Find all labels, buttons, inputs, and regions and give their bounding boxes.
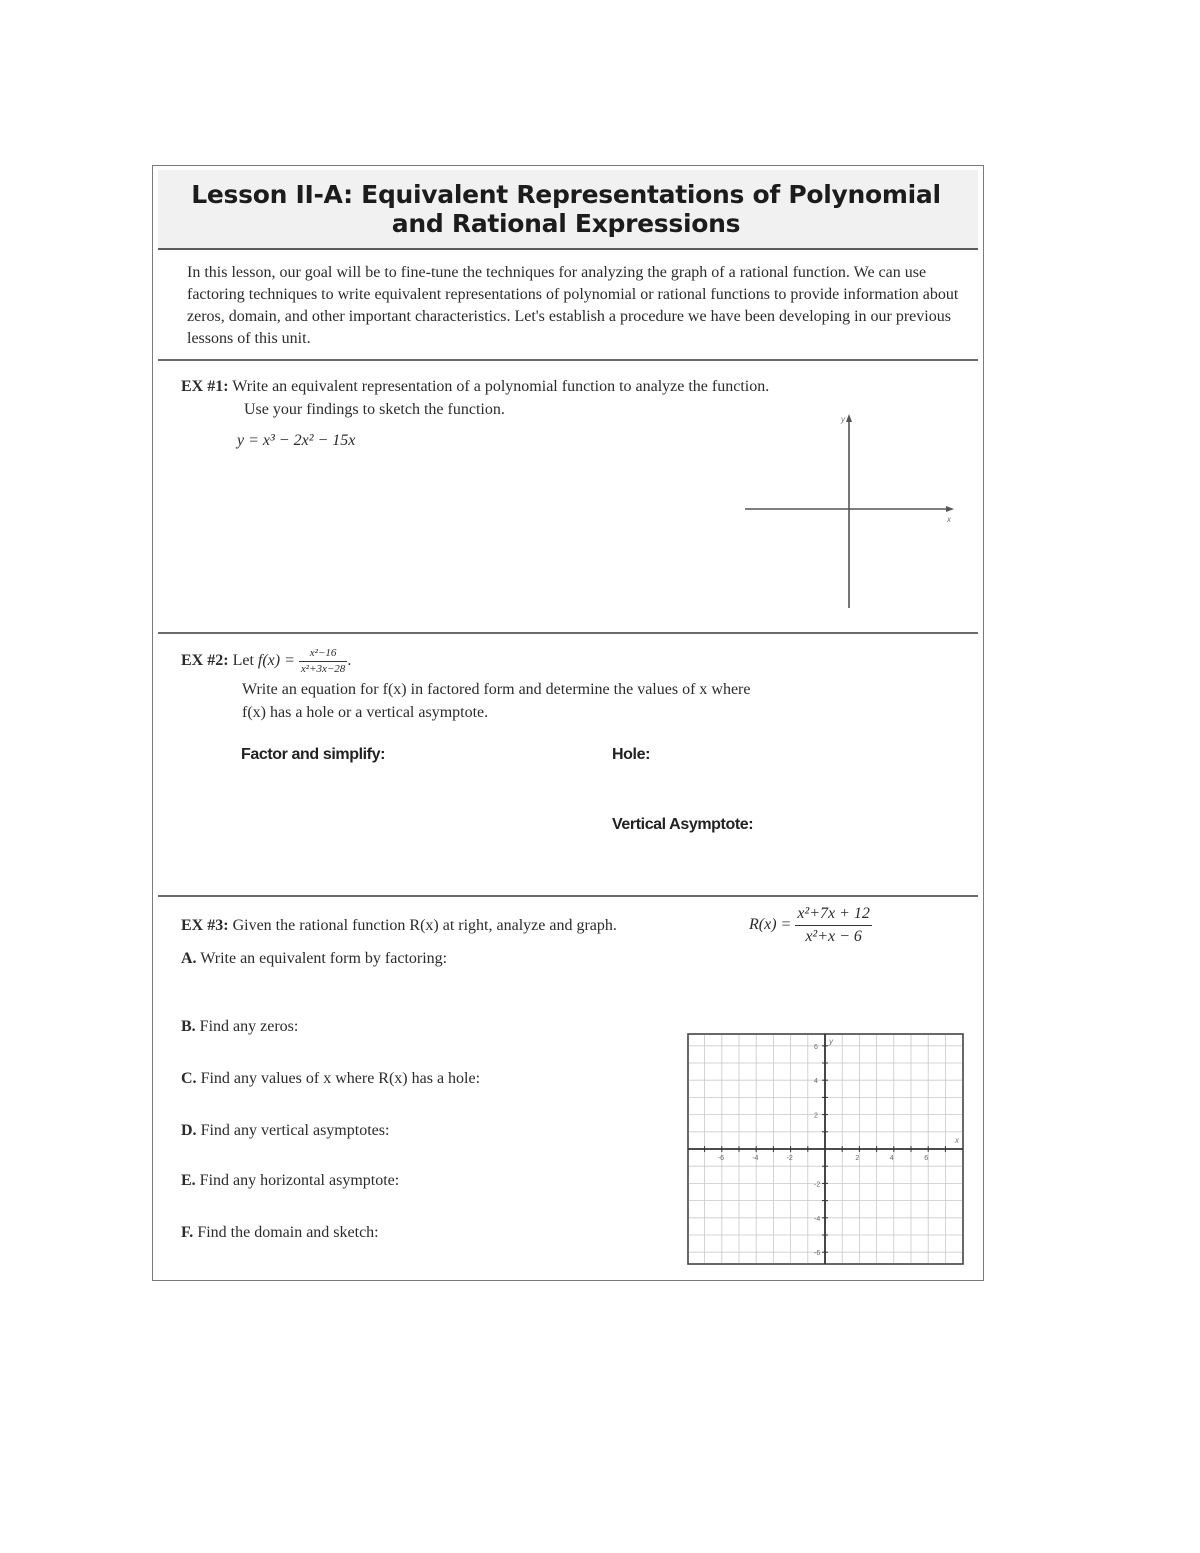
ex1-prompt-line1 [181, 376, 769, 398]
ex3-part-a-text: Write an equivalent form by factoring: [200, 950, 448, 967]
ex2-function-lhs: f(x) = [257, 652, 295, 670]
ex3-prompt [181, 915, 617, 937]
ex2-factor-label: Factor and simplify: [241, 746, 386, 763]
ex1-label: EX #1: [181, 378, 229, 395]
ex3-part-f [181, 1222, 379, 1244]
ex3-denominator: x²+x − 6 [805, 928, 862, 945]
worksheet-page [152, 165, 984, 1281]
ex2-numerator: x²−16 [299, 648, 347, 662]
ex3-part-b-text: Find any zeros: [199, 1018, 299, 1035]
ex1-prompt-text: Write an equivalent representation of a polynomial function to analyze the function. [232, 378, 770, 395]
ex2-definition: EX #2: Let f(x) = $\frac{\text{x²−16}}{\text{x²+3x−28}}$ . [181, 647, 352, 675]
ex3-part-a-letter: A. [181, 950, 197, 967]
ex3-part-d-letter: D. [181, 1122, 197, 1139]
ex3-part-c-text: Find any values of x where R(x) has a hole: [200, 1070, 481, 1087]
ex3-part-e-text: Find any horizontal asymptote: [199, 1172, 400, 1189]
ex1-y-arrow-icon [846, 414, 852, 422]
y-tick-label: 6 [814, 1043, 818, 1051]
ex2-va-label: Vertical Asymptote: [612, 816, 754, 833]
ex3-part-d-text: Find any vertical asymptotes: [200, 1122, 390, 1139]
ex2-prompt-line1: Write an equation for f(x) in factored form and determine the values of x where [242, 681, 751, 698]
ex3-fraction [795, 906, 872, 945]
grid-y-label: y [829, 1037, 833, 1046]
ex3-function [749, 906, 872, 945]
ex3-part-e [181, 1170, 399, 1192]
y-tick-label: -4 [814, 1215, 821, 1223]
divider-ex1 [158, 632, 978, 634]
ex1-prompt-line2: Use your findings to sketch the function. [244, 401, 505, 418]
ex2-prompt-line2: f(x) has a hole or a vertical asymptote. [242, 704, 489, 721]
x-tick-label: -4 [752, 1155, 759, 1162]
ex3-function-lhs: R(x) = [749, 916, 792, 934]
ex3-part-f-letter: F. [181, 1224, 194, 1241]
ex2-let: Let [232, 652, 254, 670]
y-tick-label: -2 [814, 1181, 821, 1189]
ex3-part-d [181, 1120, 389, 1142]
ex3-part-b [181, 1016, 298, 1038]
ex3-numerator: x²+7x + 12 [795, 906, 872, 926]
divider-intro [158, 359, 978, 361]
ex3-part-c [181, 1068, 480, 1090]
ex3-part-b-letter: B. [181, 1018, 196, 1035]
y-tick-label: 4 [814, 1078, 818, 1086]
ex1-axes[interactable] [738, 408, 958, 613]
ex3-part-f-text: Find the domain and sketch: [197, 1224, 379, 1241]
divider-ex2 [158, 895, 978, 897]
title-banner [158, 170, 978, 250]
y-tick-label: -6 [814, 1250, 821, 1258]
ex3-label: EX #3: [181, 917, 229, 934]
ex3-part-c-letter: C. [181, 1070, 197, 1087]
x-tick-label: -6 [717, 1155, 725, 1162]
ex2-denominator: x²+3x−28 [300, 663, 346, 675]
ex1-y-label: y [841, 415, 845, 424]
ex3-part-a [181, 948, 447, 970]
lesson-title-line1: Lesson II-A: Equivalent Representations of Polynomial [191, 180, 941, 209]
ex3-prompt-text: Given the rational function R(x) at right, analyze and graph. [232, 917, 617, 934]
x-tick-label: 2 [855, 1155, 860, 1162]
x-tick-label: -2 [786, 1155, 793, 1162]
lesson-title-line2: and Rational Expressions [391, 209, 741, 238]
x-tick-label: 4 [889, 1155, 894, 1162]
lesson-intro: In this lesson, our goal will be to fine-tune the techniques for analyzing the graph of a rational function. We can use factoring techniques to write equivalent representations of polynomial or rational functions to provide information about zeros, domain, and other important characteristics. Let's establish a procedure we have been developing in our previous lessons of this unit. [187, 264, 959, 347]
ex3-coordinate-grid[interactable] [687, 1033, 965, 1266]
ex1-equation: y = x³ − 2x² − 15x [237, 432, 356, 449]
lesson-title [186, 180, 946, 238]
x-tick-label: 6 [924, 1155, 929, 1162]
ex1-x-label: x [947, 515, 951, 524]
grid-x-label: x [955, 1136, 959, 1145]
ex2-fraction [299, 648, 347, 675]
ex1-x-arrow-icon [946, 506, 954, 512]
y-tick-label: 2 [814, 1112, 818, 1120]
ex3-part-e-letter: E. [181, 1172, 196, 1189]
ex2-hole-label: Hole: [612, 746, 651, 763]
ex2-label: EX #2: [181, 652, 229, 670]
